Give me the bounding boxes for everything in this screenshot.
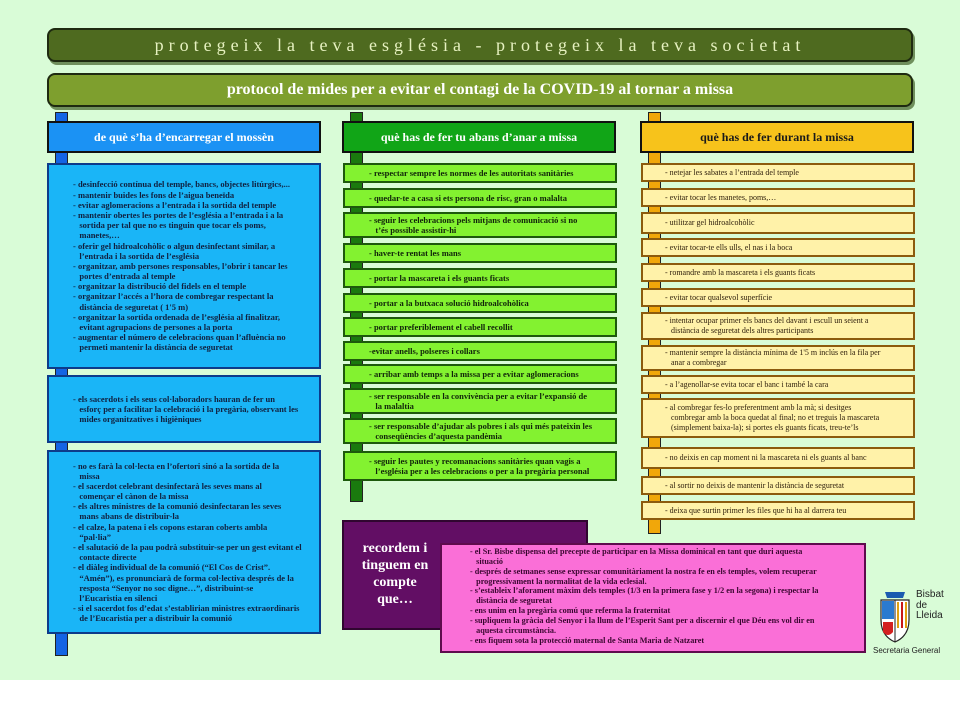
- item-text: - ser responsable d’ajudar als pobres i als qui més pateixin les: [369, 420, 592, 431]
- item-text: - evitar tocar qualsevol superfície: [665, 292, 773, 302]
- list-item: portes d’entrada al temple: [73, 271, 176, 282]
- page-title: protegeix la teva església - protegeix la teva societat: [47, 28, 913, 62]
- during-mass-item: [641, 263, 915, 282]
- item-text: - mantenir sempre la distància mínima de 1'5 m inclús en la fila per: [665, 348, 881, 357]
- list-item: començar el cànon de la missa: [73, 491, 189, 502]
- item-text: - arribar amb temps a la missa per a evitar aglomeracions: [369, 368, 579, 379]
- item-text: - intentar ocupar primer els bancs del davant i escull un seient a: [665, 316, 869, 325]
- list-item: - organitzar, amb persones responsables, l’obrir i tancar les: [73, 260, 288, 271]
- during-mass-item: [641, 238, 915, 257]
- list-item: - el salutació de la pau podrà substituir-se per un gest evitant el: [73, 542, 302, 552]
- list-item: - organitzar la sortida ordenada de l’església al finalitzar,: [73, 311, 281, 322]
- during-mass-item: [641, 188, 915, 207]
- list-item: mans abans de distribuir-la: [73, 511, 179, 522]
- item-text: -evitar anells, polseres i collars: [369, 345, 480, 356]
- list-item: l’Eucaristia en silenci: [73, 592, 158, 603]
- item-text: combregar amb la boca quedat al final; no et treguis la mascareta: [665, 413, 880, 422]
- during-mass-item: [641, 501, 915, 520]
- during-mass-item: [641, 212, 915, 234]
- before-mass-item: [343, 268, 617, 288]
- priest-duties-box-3: [47, 450, 321, 634]
- item-text: - seguir les pautes y recomanacions sanitàries quan vagis a: [369, 455, 581, 466]
- item-text: - ser responsable en la convivència per a evitar l’expansió de: [369, 390, 588, 401]
- item-text: - seguir les celebracions pels mitjans de comunicació si no: [369, 214, 578, 225]
- list-item: de l’Eucaristia per a distribuir la comunió: [73, 613, 233, 624]
- item-text: - utilitzar gel hidroalcohòlic: [665, 218, 755, 227]
- list-item: distància de seguretat: [470, 596, 552, 606]
- list-item: - els altres ministres de la comunió desinfectaran les seves: [73, 501, 282, 512]
- list-item: resposta “Senyor no soc digne…”, distribuint-se: [73, 582, 254, 593]
- logo-line: de: [916, 599, 928, 611]
- item-text: distància de seguretat dels altres participants: [665, 326, 814, 335]
- before-mass-item: [343, 163, 617, 183]
- before-mass-item: [343, 317, 617, 337]
- list-item: - el diàleg individual de la comunió (“El Cos de Crist”.: [73, 562, 271, 573]
- list-item: - el sacerdot celebrant desinfectarà les seves mans al: [73, 480, 262, 491]
- item-text: - respectar sempre les normes de les autoritats sanitàries: [369, 167, 574, 178]
- column-3-header: què has de fer durant la missa: [640, 121, 914, 153]
- list-item: mides organitzatives i higièniques: [73, 414, 202, 425]
- column-1-header: de què s’ha d’encarregar el mossèn: [47, 121, 321, 153]
- list-item: - no es farà la col·lecta en l’ofertori sinó a la sortida de la: [73, 460, 280, 471]
- item-text: t’és possible assistir-hi: [369, 225, 457, 235]
- item-text: - haver-te rentat les mans: [369, 247, 462, 258]
- during-mass-item: [641, 288, 915, 307]
- list-item: - després de setmanes sense expressar comunitàriament la nostra fe en els temples, volem recuperar: [470, 566, 817, 576]
- during-mass-item: [641, 375, 915, 394]
- during-mass-item: [641, 447, 915, 469]
- item-text: - portar preferiblement el cabell recollit: [369, 321, 513, 332]
- logo-text: [916, 590, 944, 622]
- list-item: - el Sr. Bisbe dispensa del precepte de participar en la Missa dominical en tant que duri aquesta: [470, 547, 803, 556]
- during-mass-item: [641, 345, 915, 371]
- list-item: - els sacerdots i els seus col·laboradors hauran de fer un: [73, 393, 275, 404]
- during-mass-item: [641, 312, 915, 340]
- remember-list: [440, 543, 866, 653]
- item-text: (simplement baixa-la); si portes els guants ficats, treu-te’ls: [665, 423, 859, 432]
- list-item: “pal·lia”: [73, 531, 112, 542]
- logo-line: Lleida: [916, 610, 943, 621]
- before-mass-item: [343, 364, 617, 384]
- list-item: sortida per tal que no es tinguin que tocar els poms,: [73, 220, 266, 231]
- item-text: - quedar-te a casa si ets persona de risc, gran o malalta: [369, 192, 567, 203]
- priest-duties-box-2: [47, 375, 321, 443]
- list-item: - mantenir obertes les portes de l’església a l’entrada i a la: [73, 209, 284, 220]
- list-item: manetes,…: [73, 230, 120, 241]
- remember-label: recordem i tinguem en compte que…: [361, 541, 429, 607]
- list-item: - desinfecció contínua del temple, bancs, objectes litúrgics,...: [73, 179, 290, 190]
- list-item: - organitzar la distribució del fidels en el temple: [73, 281, 247, 292]
- priest-duties-box-1: [47, 163, 321, 369]
- before-mass-item: [343, 341, 617, 361]
- logo-subtitle: Secretaria General: [873, 646, 941, 655]
- item-text: - al combregar fes-lo preferentment amb la mà; si desitges: [665, 403, 852, 412]
- logo-line: Bisbat: [916, 589, 944, 600]
- before-mass-item: [343, 293, 617, 313]
- list-item: contacte directe: [73, 552, 137, 563]
- item-text: la malaltia: [369, 401, 414, 411]
- diocese-coat-of-arms-icon: [877, 590, 913, 644]
- item-text: - portar la mascareta i els guants ficats: [369, 272, 510, 283]
- item-text: - netejar les sabates a l’entrada del temple: [665, 167, 799, 177]
- list-item: - oferir gel hidroalcohòlic o algun desinfectant similar, a: [73, 240, 276, 251]
- column-2-header: què has de fer tu abans d’anar a missa: [342, 121, 616, 153]
- list-item: situació: [470, 556, 503, 566]
- during-mass-item: [641, 476, 915, 495]
- list-item: - el calze, la patena i els copons estaran coberts ambla: [73, 521, 268, 532]
- item-text: l’església per a les celebracions o per a la pregària personal: [369, 466, 590, 476]
- before-mass-item: [343, 451, 617, 481]
- item-text: - al sortir no deixis de mantenir la distància de seguretat: [665, 480, 845, 490]
- during-mass-item: [641, 398, 915, 438]
- list-item: - augmentar el número de celebracions quan l’afluència no: [73, 332, 286, 343]
- page-subtitle: protocol de mides per a evitar el contagi de la COVID-19 al tornar a missa: [47, 73, 913, 107]
- before-mass-item: [343, 418, 617, 444]
- list-item: distància de seguretat ( 1'5 m): [73, 301, 189, 312]
- item-text: - romandre amb la mascareta i els guants ficats: [665, 267, 816, 277]
- list-item: esforç per a facilitar la celebració i la pregària, observant les: [73, 403, 299, 414]
- before-mass-item: [343, 243, 617, 263]
- item-text: - evitar tocar-te ells ulls, el nas i la boca: [665, 242, 793, 252]
- during-mass-item: [641, 163, 915, 182]
- before-mass-item: [343, 188, 617, 208]
- before-mass-item: [343, 388, 617, 414]
- list-item: missa: [73, 470, 100, 481]
- item-text: - a l’agenollar-se evita tocar el banc i també la cara: [665, 379, 829, 389]
- list-item: - evitar aglomeracions a l’entrada i la sortida del temple: [73, 199, 277, 210]
- list-item: permeti mantenir la distància de seguretat: [73, 342, 233, 353]
- item-text: conseqüències d’aquesta pandèmia: [369, 431, 502, 441]
- before-mass-item: [343, 212, 617, 238]
- list-item: - s’estableix l’aforament màxim dels temples (1/3 en la primera fase y 1/2 en la segona) i respectar la: [470, 586, 819, 596]
- list-item: - organitzar l’accés a l’hora de combregar respectant la: [73, 291, 274, 302]
- list-item: - si el sacerdot fos d’edat s’establirian ministres extraordinaris: [73, 603, 300, 614]
- list-item: - ens unim en la pregària comú que referma la fraternitat: [470, 606, 671, 616]
- list-item: - ens fiquem sota la protecció maternal de Santa Maria de Natzaret: [470, 635, 705, 645]
- item-text: - deixa que surtin primer les files que hi ha al darrera teu: [665, 505, 847, 515]
- list-item: evitant agrupacions de persones a la porta: [73, 322, 233, 333]
- list-item: “Amén”), es pronunciarà de forma col·lectiva després de la: [73, 572, 294, 583]
- list-item: l’entrada i la sortida de l’església: [73, 250, 200, 261]
- item-text: - evitar tocar les manetes, poms,…: [665, 192, 777, 202]
- list-item: progressivament la normalitat de la vida eclesial.: [470, 576, 647, 586]
- list-item: - mantenir buides les fons de l’aigua beneïda: [73, 189, 235, 200]
- list-item: aquesta circumstància.: [470, 625, 557, 635]
- item-text: - portar a la butxaca solució hidroalcohòlica: [369, 297, 529, 308]
- item-text: - no deixis en cap moment ni la mascareta ni els guants al banc: [665, 453, 867, 462]
- list-item: - supliquem la gràcia del Senyor i la llum de l’Esperit Sant per a discernir el que Déu ens vol dir en: [470, 615, 815, 625]
- item-text: anar a combregar: [665, 358, 727, 367]
